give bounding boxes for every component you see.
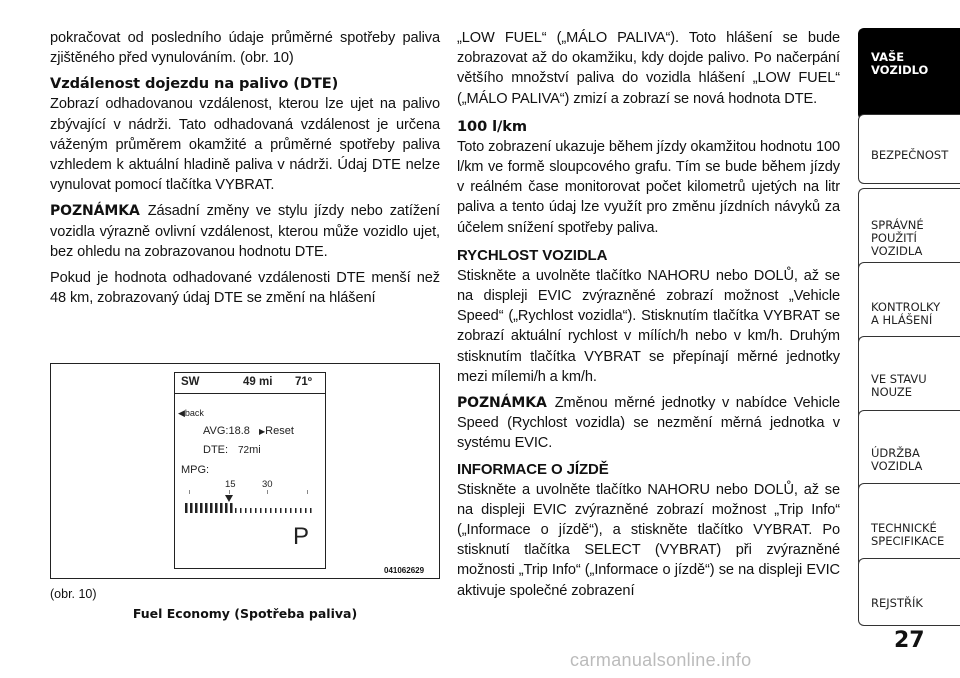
left-column bbox=[50, 28, 440, 308]
heading-vehicle-speed: RYCHLOST VOZIDLA bbox=[457, 246, 608, 264]
tab-kontrolky[interactable]: KONTROLKY A HLÁŠENÍ bbox=[858, 262, 960, 346]
back-label: back bbox=[184, 408, 204, 418]
evic-display bbox=[174, 372, 326, 569]
tab-spravne-pouziti[interactable]: SPRÁVNÉ POUŽITÍ VOZIDLA bbox=[858, 188, 960, 278]
paragraph-dte-low: Pokud je hodnota odhadované vzdálenosti DTE menší než 48 km, zobrazovaný údaj DTE se změní na hlášení bbox=[50, 270, 440, 307]
paragraph-low-fuel: „LOW FUEL“ („MÁLO PALIVA“). Toto hlášení se bude zobrazovat až do okamžiku, kdy dojde palivo. Po načerpání většího množství paliva do vozidla hlášení „LOW FUEL“ („MÁLO PALIVA“) zmizí a zobrazí se nová hodnota DTE. bbox=[457, 30, 840, 107]
watermark-text: carmanualsonline.info bbox=[570, 650, 752, 670]
compass-text: SW bbox=[181, 376, 200, 388]
scale-ticks bbox=[181, 490, 313, 494]
pointer-triangle-icon bbox=[225, 495, 233, 502]
tab-rejstrik[interactable]: REJSTŘÍK bbox=[858, 558, 960, 626]
dte-value: 72mi bbox=[238, 444, 261, 456]
note-label: POZNÁMKA bbox=[457, 395, 547, 412]
gear-indicator: P bbox=[293, 523, 310, 550]
triangle-left-icon: ◀ bbox=[178, 408, 185, 418]
avg-text: AVG:18.8 bbox=[203, 425, 250, 437]
tab-technicke-specifikace[interactable]: TECHNICKÉ SPECIFIKACE bbox=[858, 483, 960, 567]
scale-15: 15 bbox=[225, 479, 236, 490]
note-dte bbox=[50, 201, 440, 262]
heading-dte: Vzdálenost dojezdu na palivo (DTE) bbox=[50, 75, 339, 93]
figure-caption: Fuel Economy (Spotřeba paliva) bbox=[132, 606, 358, 621]
mpg-label: MPG: bbox=[181, 464, 210, 476]
heading-100-l-km: 100 l/km bbox=[457, 117, 527, 135]
paragraph-dte: Zobrazí odhadovanou vzdálenost, kterou lze ujet na palivo zbývající v nádrži. Tato odhadovaná vzdálenost je určena váženým průměrem okamžité a průměrné spotřeby paliva vzhledem k aktuální hladině paliva v nádrži. Údaj DTE nelze vynulovat pomocí tlačítka VYBRAT. bbox=[50, 96, 440, 194]
page-number: 27 bbox=[894, 628, 925, 653]
tab-udrzba[interactable]: ÚDRŽBA VOZIDLA bbox=[858, 410, 960, 494]
paragraph-trip-info: Stiskněte a uvolněte tlačítko NAHORU nebo DOLŮ, až se na displeji EVIC zvýrazněné zobrazí možnost „Trip Info“ („Informace o jízdě“), a stiskněte tlačítko VYBRAT. Po stisknutí tlačítka SELECT (VYBRAT) při zvýrazněné možnosti „Trip Info“ („Informace o jízdě“) se na displeji EVIC aktivuje společné zobrazení bbox=[457, 481, 840, 599]
paragraph-continuation: pokračovat od posledního údaje průměrné spotřeby paliva zjištěného před vynulováním. (obr. 10) bbox=[50, 30, 440, 67]
note-speed bbox=[457, 393, 840, 454]
tab-ve-stavu-nouze[interactable]: VE STAVU NOUZE bbox=[858, 336, 960, 420]
figure-number: (obr. 10) bbox=[50, 587, 97, 601]
mpg-bar-graph bbox=[181, 495, 321, 515]
figure-code: 041062629 bbox=[384, 566, 425, 575]
tab-bezpecnost[interactable]: BEZPEČNOST bbox=[858, 114, 960, 184]
reset-option bbox=[259, 425, 294, 437]
paragraph-vehicle-speed: Stiskněte a uvolněte tlačítko NAHORU nebo DOLŮ, až se na displeji EVIC zvýrazněné zobrazí možnost „Vehicle Speed“ („Rychlost vozidla“). Stisknutím tlačítka VYBRAT se zobrazí aktuální rychlost v mílích/h nebo v km/h. Druhým stisknutím tlačítka VYBRAT se přepínají měrné jednotky mezi mílemi/h a km/h. bbox=[457, 267, 840, 385]
range-text: 49 mi bbox=[243, 376, 273, 388]
dte-label: DTE: bbox=[203, 444, 229, 456]
note-text: Zásadní změny ve stylu jízdy nebo zatížení vozidla výrazně ovlivní vzdálenost, kterou může vozidlo ujet, bez ohledu na zobrazovanou hodnotu DTE. bbox=[50, 203, 440, 260]
reset-label: Reset bbox=[265, 425, 294, 437]
paragraph-100-l-km: Toto zobrazení ukazuje během jízdy okamžitou hodnotu 100 l/km ve formě sloupcového grafu. Tím se bude během jízdy v reálném čase monitorovat počet kilometrů ujetých na litr paliva a tento údaj lze využít pro změnu jízdních návyků za účelem snížení spotřeby paliva. bbox=[457, 138, 841, 236]
heading-trip-info: INFORMACE O JÍZDĚ bbox=[457, 460, 609, 478]
note-text: Změnou měrné jednotky v nabídce Vehicle Speed (Rychlost vozidla) se nezmění měrná jednotka v systému EVIC. bbox=[457, 395, 840, 452]
note-label: POZNÁMKA bbox=[50, 203, 140, 220]
back-option bbox=[178, 408, 204, 419]
right-column bbox=[457, 28, 840, 601]
scale-30: 30 bbox=[262, 479, 273, 490]
triangle-right-icon: ▶ bbox=[259, 427, 266, 436]
tab-vase-vozidlo[interactable]: VAŠE VOZIDLO bbox=[858, 28, 960, 120]
temperature-text: 71º bbox=[295, 376, 312, 388]
